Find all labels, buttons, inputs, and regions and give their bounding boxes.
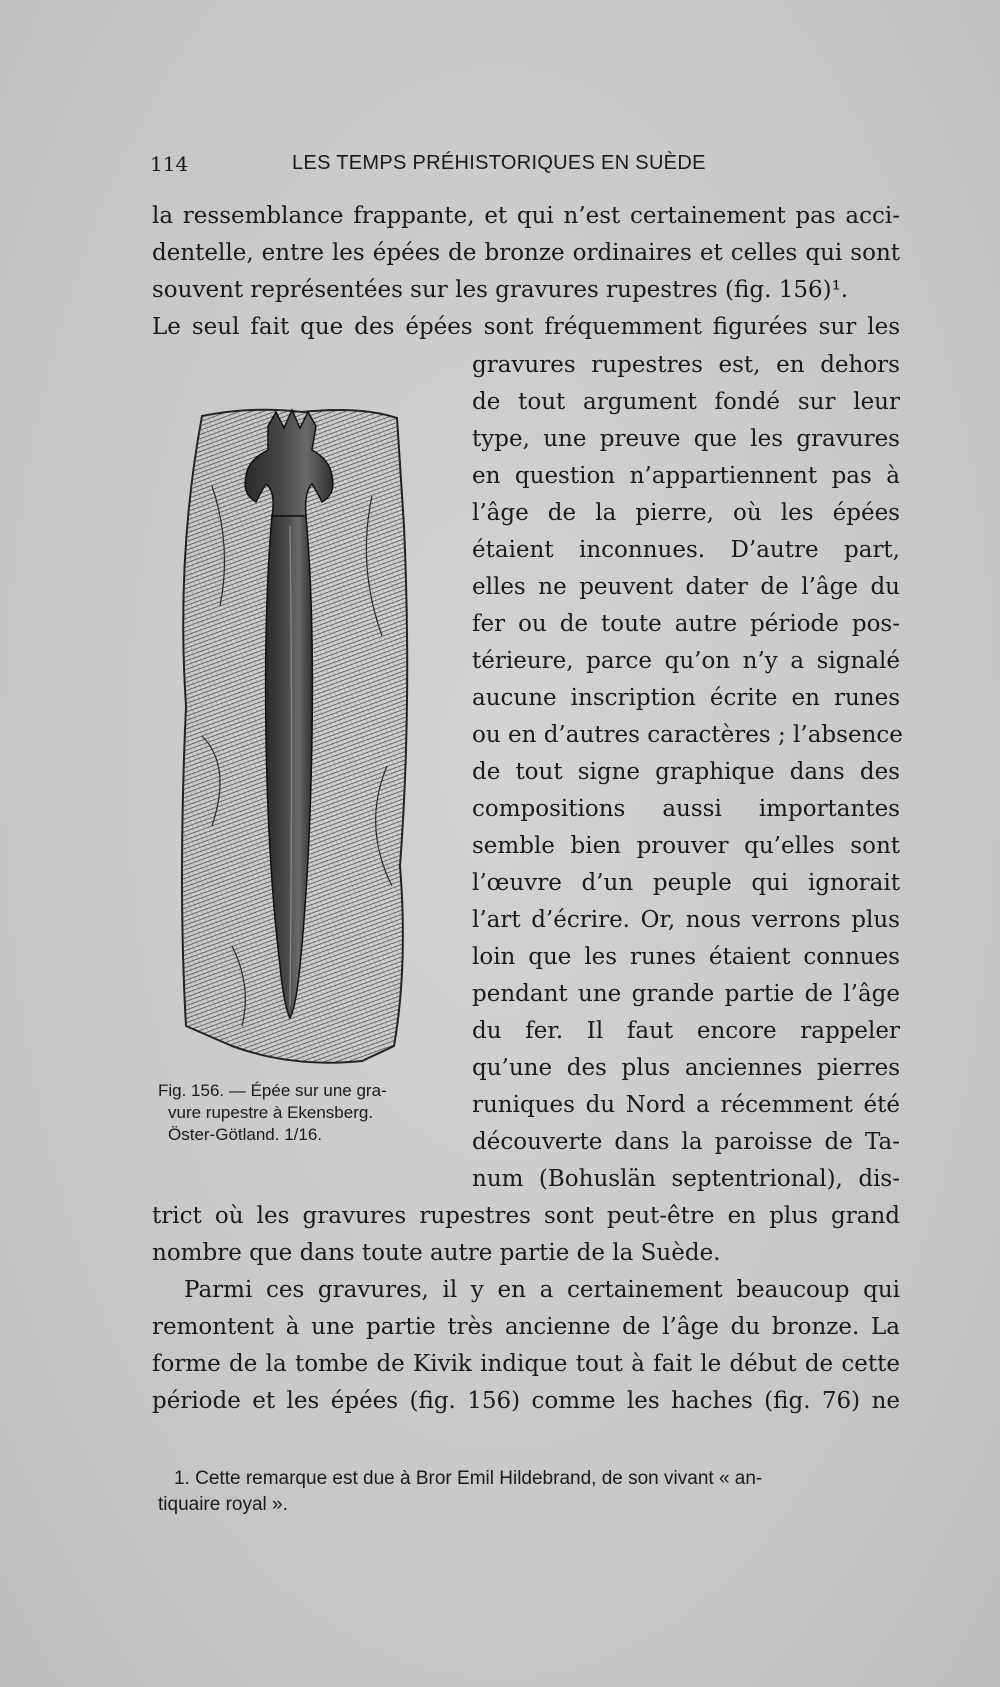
text-line: Le seul fait que des épées sont fréquemment figurées sur les (152, 314, 900, 340)
text-line: semble bien prouver qu’elles sont (472, 833, 900, 859)
text-line: dentelle, entre les épées de bronze ordinaires et celles qui sont (152, 240, 900, 266)
text-line: Parmi ces gravures, il y en a certainement beaucoup qui (184, 1277, 900, 1303)
page-number: 114 (150, 152, 189, 176)
text-line: découverte dans la paroisse de Ta- (472, 1129, 900, 1155)
text-line: remontent à une partie très ancienne de l’âge du bronze. La (152, 1314, 900, 1340)
text-line: la ressemblance frappante, et qui n’est certainement pas acci- (152, 203, 900, 229)
caption-line: Fig. 156. — Épée sur une gra- (158, 1081, 387, 1100)
text-line: gravures rupestres est, en dehors (472, 352, 900, 378)
footnote (158, 1466, 900, 1518)
footnote-line: 1. Cette remarque est due à Bror Emil Hildebrand, de son vivant « an- (174, 1468, 763, 1489)
caption-line: Öster-Götland. 1/16. (168, 1125, 323, 1144)
text-line: de tout argument fondé sur leur (472, 389, 900, 415)
text-line: type, une preuve que les gravures (472, 426, 900, 452)
text-line: fer ou de toute autre période pos- (472, 611, 900, 637)
text-line: térieure, parce qu’on n’y a signalé (472, 648, 900, 674)
text-line: trict où les gravures rupestres sont peut-être en plus grand (152, 1203, 900, 1229)
text-line: en question n’appartiennent pas à (472, 463, 900, 489)
text-line: ou en d’autres caractères ; l’absence (472, 722, 903, 748)
text-line: étaient inconnues. D’autre part, (472, 537, 900, 563)
caption-line: vure rupestre à Ekensberg. (168, 1103, 374, 1122)
text-line: souvent représentées sur les gravures rupestres (fig. 156)¹. (152, 277, 849, 303)
text-line: runiques du Nord a récemment été (472, 1092, 900, 1118)
figure-sword-engraving (172, 406, 432, 1068)
text-line: l’art d’écrire. Or, nous verrons plus (472, 907, 900, 933)
text-line: elles ne peuvent dater de l’âge du (472, 574, 900, 600)
text-line: l’œuvre d’un peuple qui ignorait (472, 870, 900, 896)
running-title: LES TEMPS PRÉHISTORIQUES EN SUÈDE (292, 152, 706, 174)
text-line: période et les épées (fig. 156) comme les haches (fig. 76) ne (152, 1388, 900, 1414)
text-line: aucune inscription écrite en runes (472, 685, 900, 711)
text-line: de tout signe graphique dans des (472, 759, 900, 785)
text-line: loin que les runes étaient connues (472, 944, 900, 970)
text-line: l’âge de la pierre, où les épées (472, 500, 900, 526)
text-line: num (Bohuslän septentrional), dis- (472, 1166, 900, 1192)
text-line: du fer. Il faut encore rappeler (472, 1018, 900, 1044)
text-line: qu’une des plus anciennes pierres (472, 1055, 900, 1081)
footnote-line: tiquaire royal ». (158, 1494, 288, 1515)
figure-caption (158, 1080, 448, 1146)
text-line: forme de la tombe de Kivik indique tout à fait le début de cette (152, 1351, 900, 1377)
text-line: compositions aussi importantes (472, 796, 900, 822)
text-line: pendant une grande partie de l’âge (472, 981, 900, 1007)
sword-engraving-illustration (172, 406, 432, 1068)
text-line: nombre que dans toute autre partie de la Suède. (152, 1240, 721, 1266)
